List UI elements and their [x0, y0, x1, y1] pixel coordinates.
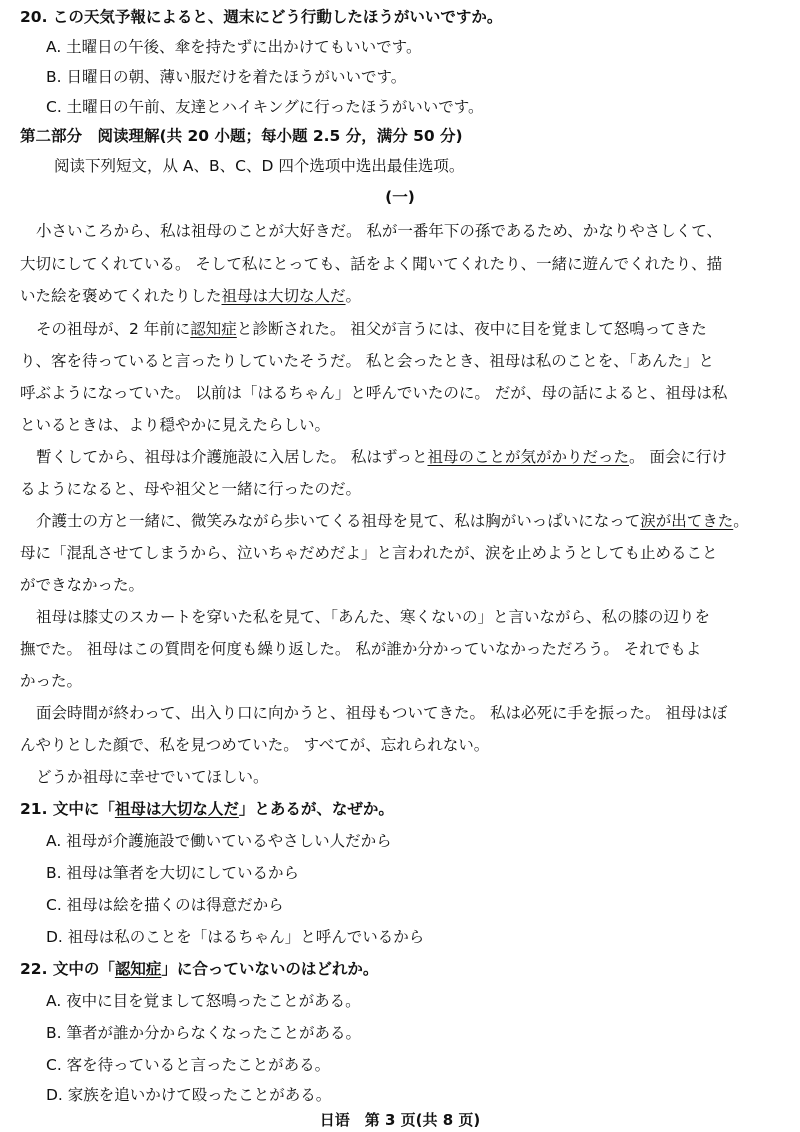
question-22-option-a: A. 夜中に目を覚まして怒鳴ったことがある。: [46, 992, 361, 1010]
section-title: 第二部分 阅读理解(共 20 小题；每小题 2.5 分，满分 50 分): [20, 127, 463, 145]
passage-line: といるときは、より穏やかに見えたらしい。: [20, 416, 331, 434]
underlined-phrase: 認知症: [114, 960, 162, 978]
passage-line: かった。: [20, 672, 83, 690]
question-20-option-b: B. 日曜日の朝、薄い服だけを着たほうがいいです。: [46, 68, 407, 86]
passage-line: 撫でた。 祖母はこの質問を何度も繰り返した。 私が誰か分かっていなかっただろう。 それでもよ: [20, 640, 702, 658]
section-instruction: 阅读下列短文，从 A、B、C、D 四个选项中选出最佳选项。: [54, 157, 465, 175]
passage-line: 呼ぶようになっていた。 以前は「はるちゃん」と呼んでいたのに。 だが、母の話によると、祖母は私: [20, 384, 728, 402]
passage-line: り、客を待っていると言ったりしていたそうだ。 私と会ったとき、祖母は私のことを、「あんた」と: [20, 352, 715, 370]
passage-line: 祖母は膝丈のスカートを穿いた私を見て、「あんた、寒くないの」と言いながら、私の膝の辺りを: [36, 608, 710, 626]
passage-line: るようになると、母や祖父と一緒に行ったのだ。: [20, 480, 362, 498]
passage-number: (一): [385, 188, 415, 206]
underlined-phrase: 涙が出てきた: [640, 512, 734, 530]
question-20-stem: 20. この天気予報によると、週末にどう行動したほうがいいですか。: [20, 8, 503, 26]
question-21-option-d: D. 祖母は私のことを「はるちゃん」と呼んでいるから: [46, 928, 425, 946]
page-footer: 日语 第 3 页(共 8 页): [319, 1111, 481, 1129]
passage-line: 母に「混乱させてしまうから、泣いちゃだめだよ」と言われたが、涙を止めようとしても止めること: [20, 544, 718, 562]
passage-line: 小さいころから、私は祖母のことが大好きだ。 私が一番年下の孫であるため、かなりやさしくて、: [36, 222, 723, 240]
passage-line: いた絵を褒めてくれたりした祖母は大切な人だ。: [20, 287, 362, 305]
question-22-option-c: C. 客を待っていると言ったことがある。: [46, 1056, 331, 1074]
question-22-stem: 22. 文中の「認知症」に合っていないのはどれか。: [20, 960, 379, 978]
passage-line: 暫くしてから、祖母は介護施設に入居した。 私はずっと祖母のことが気がかりだった。 面会に行け: [36, 448, 727, 466]
question-21-option-b: B. 祖母は筆者を大切にしているから: [46, 864, 299, 882]
passage-line: どうか祖母に幸せでいてほしい。: [36, 768, 269, 786]
passage-line: んやりとした顔で、私を見つめていた。 すべてが、忘れられない。: [20, 736, 490, 754]
passage-line: 大切にしてくれている。 そして私にとっても、話をよく聞いてくれたり、一緒に遊んでくれたり、描: [20, 255, 723, 273]
question-21-option-c: C. 祖母は絵を描くのは得意だから: [46, 896, 284, 914]
underlined-phrase: 祖母は大切な人だ: [221, 287, 346, 305]
passage-line: その祖母が、2 年前に認知症と診断された。 祖父が言うには、夜中に目を覚まして怒鳴ってきた: [36, 320, 707, 338]
question-22-option-b: B. 筆者が誰か分からなくなったことがある。: [46, 1024, 361, 1042]
question-20-option-c: C. 土曜日の午前、友達とハイキングに行ったほうがいいです。: [46, 98, 484, 116]
underlined-phrase: 認知症: [190, 320, 237, 338]
underlined-phrase: 祖母のことが気がかりだった: [427, 448, 630, 466]
passage-line: 介護士の方と一緒に、微笑みながら歩いてくる祖母を見て、私は胸がいっぱいになって涙が出てきた。: [36, 512, 749, 530]
question-20-option-a: A. 土曜日の午後、傘を持たずに出かけてもいいです。: [46, 38, 422, 56]
question-21-stem: 21. 文中に「祖母は大切な人だ」とあるが、なぜか。: [20, 800, 394, 818]
question-21-option-a: A. 祖母が介護施設で働いているやさしい人だから: [46, 832, 392, 850]
passage-line: ができなかった。: [20, 576, 145, 594]
passage-line: 面会時間が終わって、出入り口に向かうと、祖母もついてきた。 私は必死に手を振った。 祖母はぼ: [36, 704, 728, 722]
underlined-phrase: 祖母は大切な人だ: [114, 800, 239, 818]
question-22-option-d: D. 家族を追いかけて殴ったことがある。: [46, 1086, 332, 1104]
